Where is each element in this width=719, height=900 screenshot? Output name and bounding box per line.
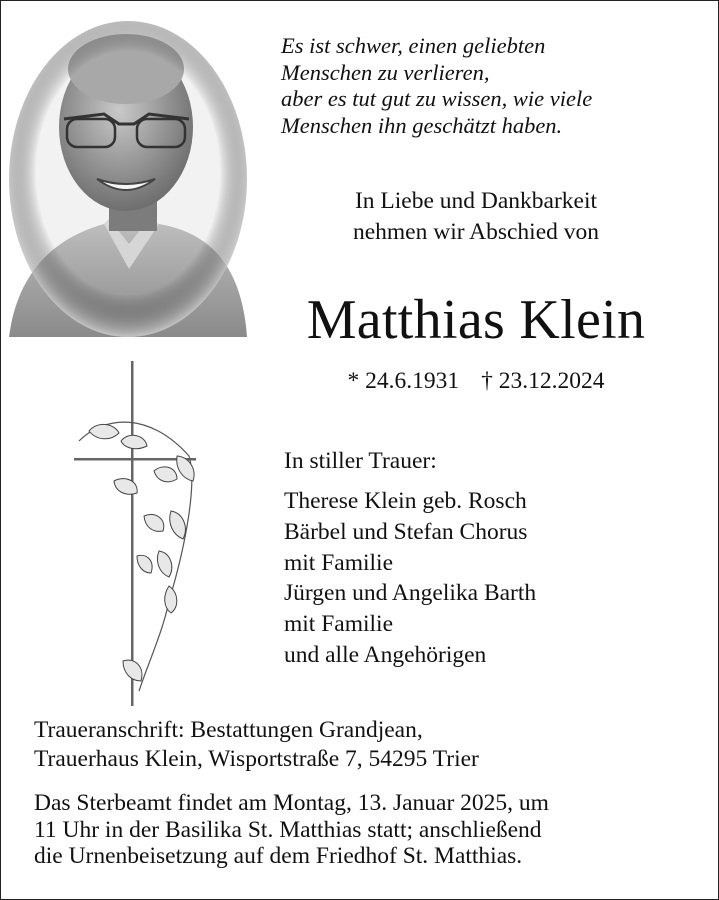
deceased-name: Matthias Klein xyxy=(306,289,646,351)
service-line: die Urnenbeisetzung auf dem Friedhof St. Matthias. xyxy=(34,843,523,869)
mourner-line: mit Familie xyxy=(284,611,394,638)
birth-date: * 24.6.1931 xyxy=(347,368,460,394)
address-line: Traueranschrift: Bestattungen Grandjean, xyxy=(34,717,423,743)
mourner-line: Bärbel und Stefan Chorus xyxy=(284,518,528,545)
portrait-photo xyxy=(9,19,247,337)
intro-line: nehmen wir Abschied von xyxy=(352,219,600,245)
death-date: † 23.12.2024 xyxy=(481,368,605,394)
address-line: Trauerhaus Klein, Wisportstraße 7, 54295 Trier xyxy=(34,746,479,772)
cross-with-leaves-icon xyxy=(59,361,211,706)
quote-line: Es ist schwer, einen geliebten xyxy=(281,33,546,58)
service-notice xyxy=(34,790,549,870)
quote-line: Menschen ihn geschätzt haben. xyxy=(281,112,563,138)
quote-line: aber es tut gut zu wissen, wie viele xyxy=(281,86,593,111)
mourner-line: mit Familie xyxy=(284,549,394,576)
mourners-heading: In stiller Trauer: xyxy=(284,448,437,474)
mourner-line: und alle Angehörigen xyxy=(284,641,487,668)
service-line: 11 Uhr in der Basilika St. Matthias statt; anschließend xyxy=(34,816,542,843)
mourner-line: Jürgen und Angelika Barth xyxy=(284,580,537,607)
farewell-intro xyxy=(251,186,701,248)
intro-line: In Liebe und Dankbarkeit xyxy=(354,188,598,214)
life-dates xyxy=(251,366,701,396)
quote-line: Menschen zu verlieren, xyxy=(281,59,490,85)
mourner-line: Therese Klein geb. Rosch xyxy=(284,488,527,514)
mourning-address xyxy=(34,716,479,774)
memorial-quote xyxy=(281,33,701,139)
mourners-list xyxy=(284,486,536,671)
service-line: Das Sterbeamt findet am Montag, 13. Januar 2025, um xyxy=(34,790,549,816)
